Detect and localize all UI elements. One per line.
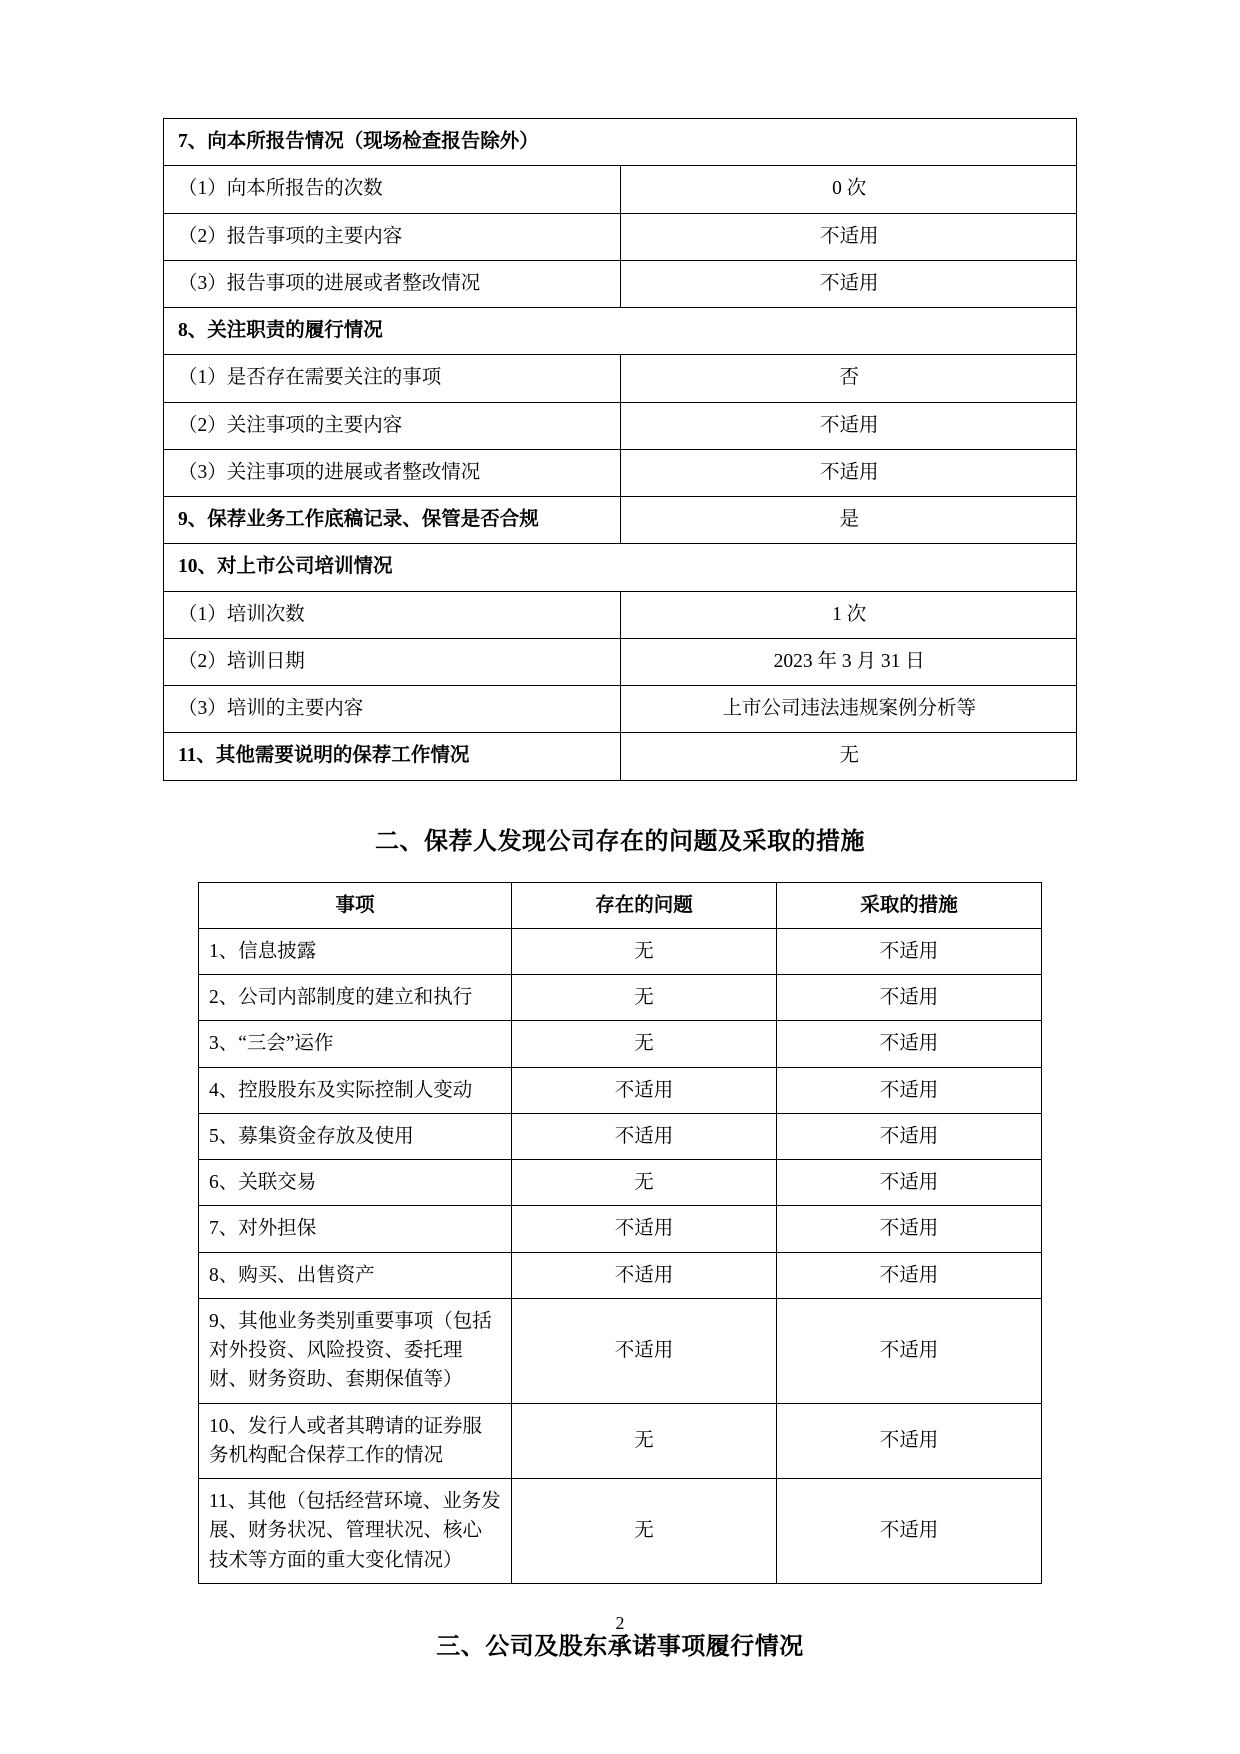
sponsor-work-table: [163, 118, 1077, 781]
row-item: 10、发行人或者其聘请的证券服务机构配合保荐工作的情况: [199, 1403, 512, 1479]
row-measure: 不适用: [777, 1160, 1042, 1206]
column-header-problem: 存在的问题: [512, 882, 777, 928]
row-value: 1 次: [620, 591, 1077, 638]
row-label: （3）关注事项的进展或者整改情况: [164, 449, 621, 496]
row-problem: 不适用: [512, 1067, 777, 1113]
row-label: （1）向本所报告的次数: [164, 166, 621, 213]
row-label: 9、保荐业务工作底稿记录、保管是否合规: [164, 497, 621, 544]
row-problem: 不适用: [512, 1252, 777, 1298]
issues-table-wrapper: [163, 882, 1077, 1584]
row-problem: 无: [512, 1160, 777, 1206]
row-item: 7、对外担保: [199, 1206, 512, 1252]
row-measure: 不适用: [777, 1403, 1042, 1479]
row-measure: 不适用: [777, 1252, 1042, 1298]
row-measure: 不适用: [777, 928, 1042, 974]
row-label: （2）培训日期: [164, 638, 621, 685]
row-value: 不适用: [620, 449, 1077, 496]
row-item: 2、公司内部制度的建立和执行: [199, 975, 512, 1021]
row-value: 2023 年 3 月 31 日: [620, 638, 1077, 685]
table-row: [199, 1479, 1042, 1584]
table-row: [199, 1252, 1042, 1298]
table-row: [164, 544, 1077, 591]
table-header-row: [199, 882, 1042, 928]
row-value: 不适用: [620, 213, 1077, 260]
row-value: 是: [620, 497, 1077, 544]
column-header-item: 事项: [199, 882, 512, 928]
row-measure: 不适用: [777, 1021, 1042, 1067]
row-label: （3）报告事项的进展或者整改情况: [164, 260, 621, 307]
row-problem: 无: [512, 975, 777, 1021]
table-row: [164, 638, 1077, 685]
row-measure: 不适用: [777, 1206, 1042, 1252]
row-value: 0 次: [620, 166, 1077, 213]
row-label: （2）报告事项的主要内容: [164, 213, 621, 260]
table-row: [199, 1113, 1042, 1159]
row-item: 4、控股股东及实际控制人变动: [199, 1067, 512, 1113]
row-item: 6、关联交易: [199, 1160, 512, 1206]
row-value: 上市公司违法违规案例分析等: [620, 686, 1077, 733]
row-label: （1）培训次数: [164, 591, 621, 638]
row-item: 1、信息披露: [199, 928, 512, 974]
table-row: [164, 119, 1077, 166]
row-value: 否: [620, 355, 1077, 402]
table-row: [199, 928, 1042, 974]
issues-and-measures-table: [198, 882, 1042, 1584]
section-label: 8、关注职责的履行情况: [164, 308, 1077, 355]
row-problem: 无: [512, 1403, 777, 1479]
row-measure: 不适用: [777, 1479, 1042, 1584]
table-row: [199, 1206, 1042, 1252]
table-row: [164, 686, 1077, 733]
table-row: [199, 1067, 1042, 1113]
row-item: 3、“三会”运作: [199, 1021, 512, 1067]
row-problem: 无: [512, 1479, 777, 1584]
row-measure: 不适用: [777, 1067, 1042, 1113]
row-measure: 不适用: [777, 1298, 1042, 1403]
column-header-measure: 采取的措施: [777, 882, 1042, 928]
row-problem: 无: [512, 928, 777, 974]
row-item: 5、募集资金存放及使用: [199, 1113, 512, 1159]
table-row: [164, 449, 1077, 496]
row-problem: 不适用: [512, 1298, 777, 1403]
table-row: [199, 1403, 1042, 1479]
row-item: 11、其他（包括经营环境、业务发展、财务状况、管理状况、核心技术等方面的重大变化情况）: [199, 1479, 512, 1584]
row-measure: 不适用: [777, 1113, 1042, 1159]
row-value: 无: [620, 733, 1077, 780]
table-row: [164, 260, 1077, 307]
section-heading-two: 二、保荐人发现公司存在的问题及采取的措施: [375, 828, 865, 855]
table-row: [164, 166, 1077, 213]
table-row: [164, 497, 1077, 544]
row-item: 9、其他业务类别重要事项（包括对外投资、风险投资、委托理财、财务资助、套期保值等）: [199, 1298, 512, 1403]
row-value: 不适用: [620, 402, 1077, 449]
table-row: [164, 733, 1077, 780]
row-problem: 不适用: [512, 1206, 777, 1252]
row-measure: 不适用: [777, 975, 1042, 1021]
table-row: [199, 1160, 1042, 1206]
row-label: 11、其他需要说明的保荐工作情况: [164, 733, 621, 780]
table-row: [199, 1021, 1042, 1067]
section-heading-three: 三、公司及股东承诺事项履行情况: [436, 1633, 804, 1660]
section-label: 10、对上市公司培训情况: [164, 544, 1077, 591]
table-row: [199, 975, 1042, 1021]
table-row: [164, 308, 1077, 355]
section-label: 7、向本所报告情况（现场检查报告除外）: [164, 119, 1077, 166]
row-item: 8、购买、出售资产: [199, 1252, 512, 1298]
page-number: 2: [615, 1613, 625, 1633]
table-row: [199, 1298, 1042, 1403]
row-problem: 不适用: [512, 1113, 777, 1159]
table-row: [164, 402, 1077, 449]
table-row: [164, 591, 1077, 638]
table-row: [164, 355, 1077, 402]
row-label: （3）培训的主要内容: [164, 686, 621, 733]
row-label: （2）关注事项的主要内容: [164, 402, 621, 449]
table-row: [164, 213, 1077, 260]
row-label: （1）是否存在需要关注的事项: [164, 355, 621, 402]
row-value: 不适用: [620, 260, 1077, 307]
row-problem: 无: [512, 1021, 777, 1067]
